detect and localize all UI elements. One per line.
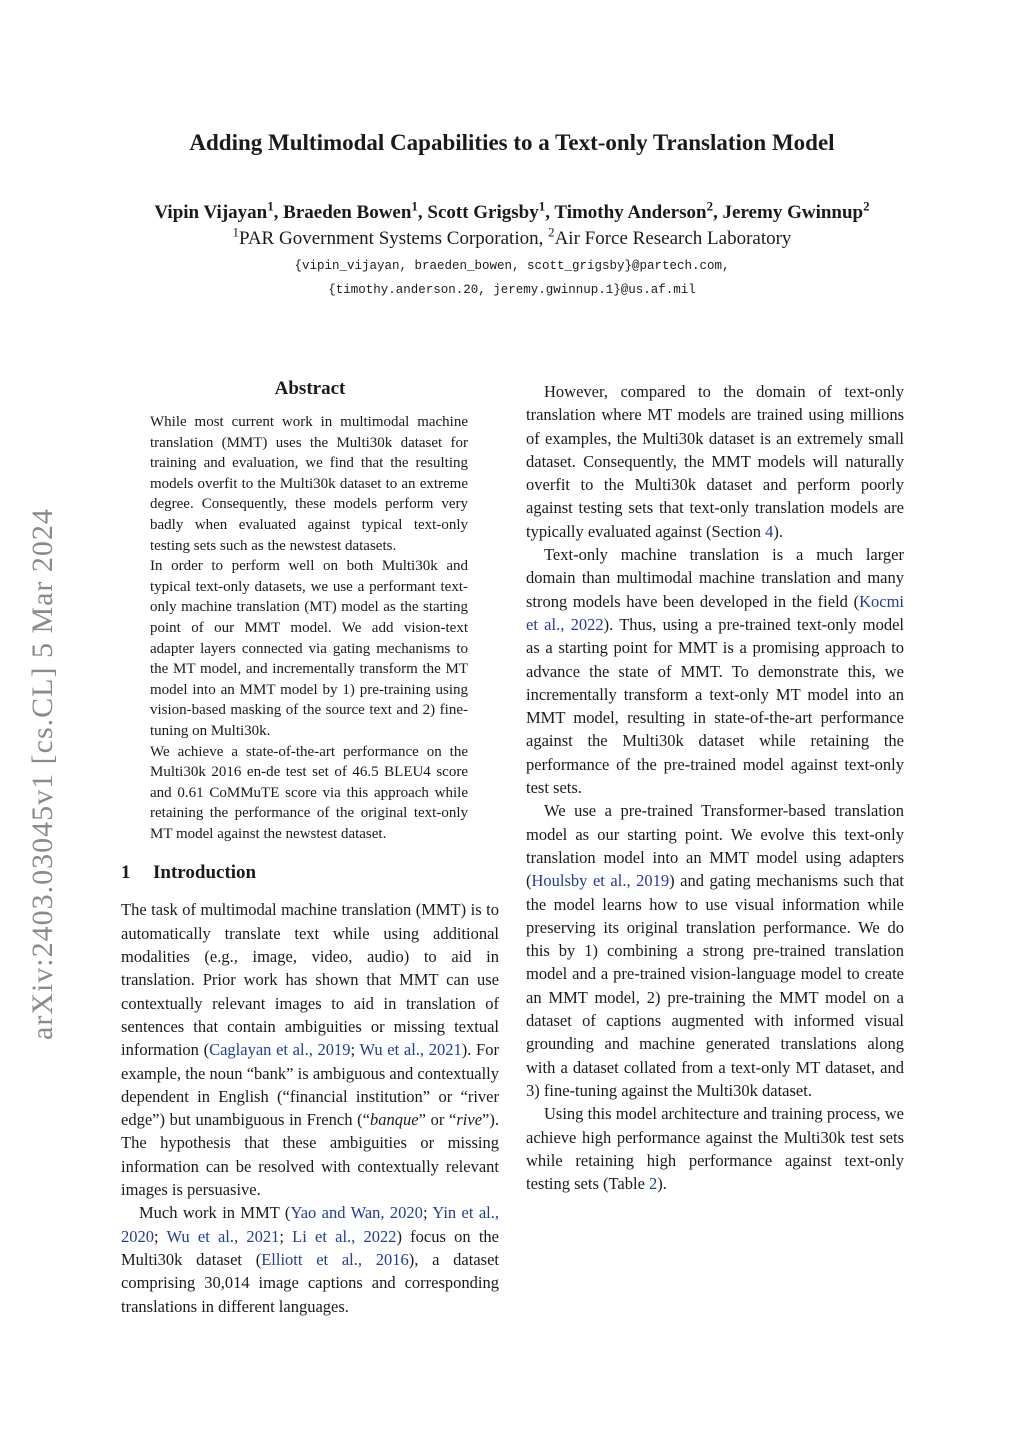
body-paragraph: Much work in MMT (Yao and Wan, 2020; Yin et al., 2020; Wu et al., 2021; Li et al., 2022) focus on the Multi30k dataset (Elliott et al., 2016), a dataset comprising 30,014 image captions and corresponding translations in different languages. bbox=[121, 1203, 500, 1316]
section-ref-link[interactable]: 4 bbox=[765, 521, 774, 541]
citation-link[interactable]: Yao and Wan, 2020 bbox=[290, 1203, 423, 1223]
author: Scott Grigsby$^1$, bbox=[427, 198, 555, 223]
affiliations: $^1$PAR Government Systems Corporation, $^2$Air Force Research Laboratory bbox=[232, 224, 792, 249]
citation-link[interactable]: Li et al., 2022 bbox=[292, 1226, 397, 1246]
right-column bbox=[526, 380, 904, 1195]
author-list bbox=[100, 198, 924, 224]
table-ref-link[interactable]: 2 bbox=[649, 1174, 658, 1194]
abstract-heading: Abstract bbox=[274, 378, 346, 399]
intro-body-right bbox=[526, 380, 904, 1195]
citation-link[interactable]: Wu et al., 2021 bbox=[166, 1226, 280, 1246]
abstract-paragraph: While most current work in multimodal machine translation (MMT) uses the Multi30k dataset for training and evaluation, we find that the resulting models overfit to the Multi30k dataset to an extreme degree. Consequently, these models perform very badly when evaluated against typical text-only testing sets such as the newstest datasets. bbox=[150, 414, 468, 554]
abstract-body bbox=[150, 412, 468, 844]
citation-link[interactable]: Kocmi et al., 2022 bbox=[526, 591, 904, 634]
body-paragraph: However, compared to the domain of text-only translation where MT models are trained using millions of examples, the Multi30k dataset is an extremely small dataset. Consequently, the MMT models will naturally overfit to the Multi30k dataset and perform poorly against testing sets that text-only translation models are typically evaluated against (Section 4). bbox=[526, 382, 904, 541]
citation-link[interactable]: Wu et al., 2021 bbox=[359, 1040, 462, 1060]
body-paragraph: Using this model architecture and training process, we achieve high performance against the Multi30k test sets while retaining high performance against text-only testing sets (Table 2). bbox=[526, 1104, 904, 1194]
body-paragraph: Text-only machine translation is a much larger domain than multimodal machine translation and many strong models have been developed in the field (Kocmi et al., 2022). Thus, using a pre-trained text-only model as a starting point for MMT is a promising approach to advance the state of MMT. To demonstrate this, we incrementally transform a text-only MT model into an MMT model, resulting in state-of-the-art performance against the Multi30k dataset while retaining the performance of the pre-trained model against text-only test sets. bbox=[526, 545, 904, 798]
body-paragraph: The task of multimodal machine translation (MMT) is to automatically translate text while using additional modalities (e.g., image, video, audio) to aid in translation. Prior work has shown that MMT can use contextually relevant images to aid in translation of sentences that contain ambiguities or missing textual information (Caglayan et al., 2019; Wu et al., 2021). For example, the noun “bank” is ambiguous and contextually dependent in English (“financial institution” or “river edge”) but unambiguous in French (“banque” or “rive”). The hypothesis that these ambiguities or missing information can be resolved with contextually relevant images is persuasive. bbox=[121, 900, 499, 1200]
section-heading: 1 Introduction bbox=[121, 862, 257, 884]
citation-link[interactable]: Houlsby et al., 2019 bbox=[531, 871, 670, 891]
citation-link[interactable]: Elliott et al., 2016 bbox=[261, 1249, 409, 1269]
paper-title: Adding Multimodal Capabilities to a Text-only Translation Model bbox=[189, 130, 835, 155]
body-paragraph: We use a pre-trained Transformer-based translation model as our starting point. We evolve this text-only translation model into an MMT model using adapters (Houlsby et al., 2019) and gating mechanisms such that the model learns how to use visual information while preserving its original translation performance. We do this by 1) combining a strong pre-trained translation model and a pre-trained vision-language model to create an MMT model, 2) pre-training the MMT model on a dataset of captions augmented with informed visual grounding and machine generated translations along with a dataset collated from a text-only MT dataset, and 3) fine-tuning against the Multi30k dataset. bbox=[526, 801, 904, 1100]
author: Vipin Vijayan$^1$, bbox=[154, 198, 284, 223]
author: Timothy Anderson$^2$, bbox=[554, 198, 723, 223]
intro-body-left bbox=[121, 898, 499, 1317]
author: Braeden Bowen$^1$, bbox=[283, 198, 428, 223]
citation-link[interactable]: Yin et al., 2020 bbox=[121, 1203, 500, 1246]
left-column bbox=[121, 378, 499, 1318]
abstract-paragraph: In order to perform well on both Multi30k and typical text-only datasets, we use a performant text-only machine translation (MT) model as the starting point of our MMT model. We add vision-text adapter layers connected via gating mechanisms to the MT model, and incrementally transform the MT model into an MMT model by 1) pre-training using vision-based masking of the source text and 2) fine-tuning on Multi30k. bbox=[150, 558, 468, 739]
arxiv-stamp: arXiv:2403.03045v1 [cs.CL] 5 Mar 2024 bbox=[26, 508, 59, 1040]
email-line-2: {timothy.anderson.20, jeremy.gwinnup.1}@us.af.mil bbox=[328, 283, 696, 297]
email-line-1: {vipin_vijayan, braeden_bowen, scott_grigsby}@partech.com, bbox=[294, 259, 730, 273]
citation-link[interactable]: Caglayan et al., 2019 bbox=[209, 1040, 351, 1060]
abstract-paragraph: We achieve a state-of-the-art performance on the Multi30k 2016 en-de test set of 46.5 BLEU4 score and 0.61 CoMMuTE score via this approach while retaining the performance of the original text-only MT model against the newstest dataset. bbox=[150, 743, 468, 842]
author: Jeremy Gwinnup$^2$ bbox=[722, 198, 870, 223]
